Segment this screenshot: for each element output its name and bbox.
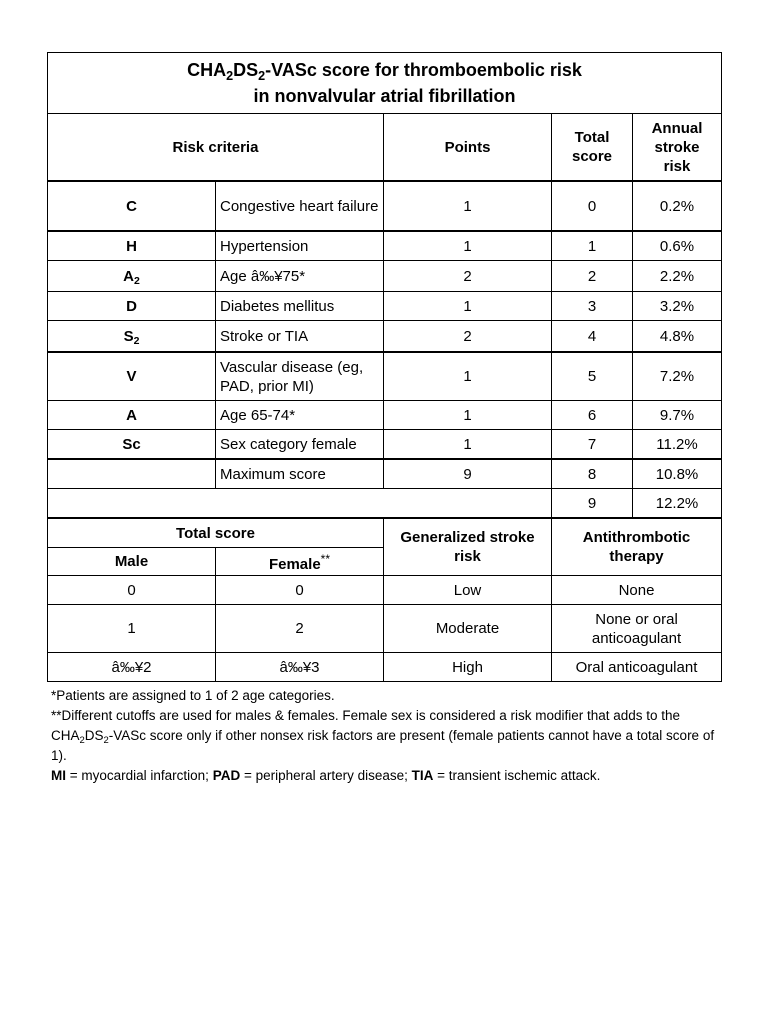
table-row (48, 459, 722, 489)
summary-female-value: 2 (216, 605, 384, 653)
summary-generalized-risk-header: Generalized stroke risk (384, 518, 552, 576)
empty-cell (48, 489, 552, 519)
table-row (48, 292, 722, 321)
header-points: Points (384, 114, 552, 182)
criterion-letter: Sc (48, 430, 216, 460)
summary-female-value: 0 (216, 576, 384, 605)
table-row (48, 401, 722, 430)
criterion-description: Congestive heart failure (216, 181, 384, 231)
score-table (47, 52, 722, 682)
summary-female-value: â‰¥3 (216, 653, 384, 682)
annual-risk-value: 0.2% (633, 181, 722, 231)
criterion-letter: D (48, 292, 216, 321)
annual-risk-value: 9.7% (633, 401, 722, 430)
table-row (48, 231, 722, 261)
summary-male-value: â‰¥2 (48, 653, 216, 682)
summary-therapy-value: Oral anticoagulant (552, 653, 722, 682)
summary-risk-value: High (384, 653, 552, 682)
summary-female-header: Female** (216, 548, 384, 576)
criterion-description: Age 65-74* (216, 401, 384, 430)
criterion-points: 1 (384, 292, 552, 321)
criterion-points: 1 (384, 231, 552, 261)
annual-risk-value: 0.6% (633, 231, 722, 261)
header-annual-stroke-risk: Annual stroke risk (633, 114, 722, 182)
annual-risk-value: 11.2% (633, 430, 722, 460)
table-title: $CHA_2DS_2$-VASc score for thromboembolic risk in nonvalvular atrial fibrillation (48, 53, 722, 114)
criterion-points: 1 (384, 352, 552, 401)
table-row (48, 321, 722, 353)
summary-male-value: 1 (48, 605, 216, 653)
criterion-points: 1 (384, 401, 552, 430)
footnote-abbreviations: MI = myocardial infarction; PAD = peripheral artery disease; TIA = transient ischemic attack. (51, 768, 601, 783)
total-score-value: 2 (552, 261, 633, 292)
criterion-points: 1 (384, 430, 552, 460)
table-row (48, 261, 722, 292)
footnote-age: *Patients are assigned to 1 of 2 age categories. (51, 688, 335, 703)
table-row (48, 352, 722, 401)
annual-risk-value: 3.2% (633, 292, 722, 321)
table-row (48, 489, 722, 519)
header-total-score: Total score (552, 114, 633, 182)
annual-risk-value: 12.2% (633, 489, 722, 519)
annual-risk-value: 10.8% (633, 459, 722, 489)
summary-total-score-header: Total score (48, 518, 384, 548)
summary-risk-value: Low (384, 576, 552, 605)
summary-row (48, 605, 722, 653)
header-risk-criteria: Risk criteria (48, 114, 384, 182)
summary-male-header: Male (48, 548, 216, 576)
total-score-value: 1 (552, 231, 633, 261)
criterion-letter: $A_2$ (48, 261, 216, 292)
annual-risk-value: 4.8% (633, 321, 722, 353)
criterion-letter: V (48, 352, 216, 401)
footnotes (47, 686, 721, 786)
summary-row (48, 576, 722, 605)
table-row (48, 430, 722, 460)
summary-therapy-value: None or oral anticoagulant (552, 605, 722, 653)
criterion-description: Diabetes mellitus (216, 292, 384, 321)
criterion-letter: H (48, 231, 216, 261)
cha2ds2-vasc-document (47, 52, 721, 786)
annual-risk-value: 2.2% (633, 261, 722, 292)
criterion-description: Hypertension (216, 231, 384, 261)
total-score-value: 5 (552, 352, 633, 401)
criterion-points: 2 (384, 261, 552, 292)
criterion-description: Age â‰¥75* (216, 261, 384, 292)
criterion-points: 2 (384, 321, 552, 353)
criterion-letter (48, 459, 216, 489)
total-score-value: 7 (552, 430, 633, 460)
criterion-description: Stroke or TIA (216, 321, 384, 353)
total-score-value: 0 (552, 181, 633, 231)
criterion-description: Maximum score (216, 459, 384, 489)
total-score-value: 6 (552, 401, 633, 430)
total-score-value: 4 (552, 321, 633, 353)
criterion-points: 9 (384, 459, 552, 489)
annual-risk-value: 7.2% (633, 352, 722, 401)
summary-male-value: 0 (48, 576, 216, 605)
summary-therapy-value: None (552, 576, 722, 605)
total-score-value: 3 (552, 292, 633, 321)
criterion-description: Sex category female (216, 430, 384, 460)
criterion-letter: $S_2$ (48, 321, 216, 353)
footnote-sex: **Different cutoffs are used for males & females. Female sex is considered a risk modifier that adds to the $CHA_2DS_2$-VASc score only if other nonsex risk factors are present (female patients cannot have a total score of 1). (51, 708, 715, 763)
criterion-description: Vascular disease (eg, PAD, prior MI) (216, 352, 384, 401)
summary-therapy-header: Antithrombotic therapy (552, 518, 722, 576)
summary-row (48, 653, 722, 682)
total-score-value: 8 (552, 459, 633, 489)
criterion-points: 1 (384, 181, 552, 231)
table-row (48, 181, 722, 231)
summary-risk-value: Moderate (384, 605, 552, 653)
criterion-letter: C (48, 181, 216, 231)
total-score-value: 9 (552, 489, 633, 519)
criterion-letter: A (48, 401, 216, 430)
